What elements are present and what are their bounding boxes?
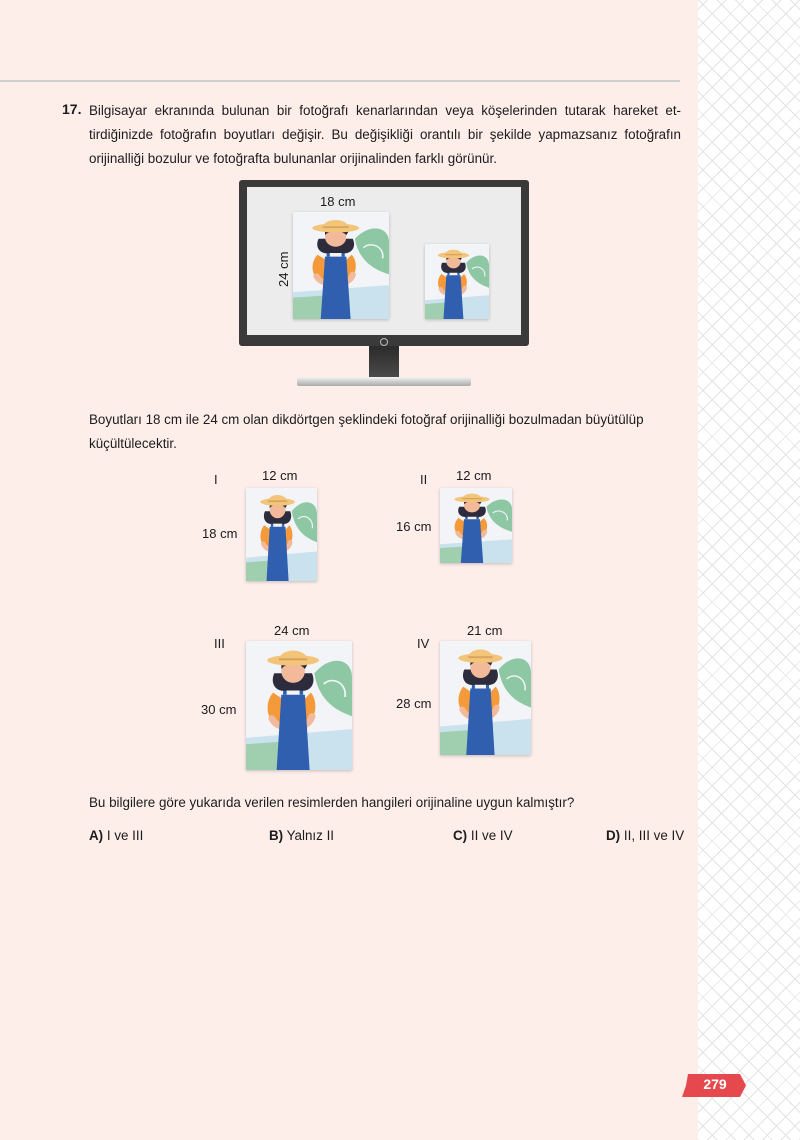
question-number: 17.	[62, 101, 82, 117]
power-icon	[380, 338, 388, 346]
photo-roman-iii: III	[214, 636, 225, 651]
photo-iii-height: 30 cm	[201, 702, 237, 717]
option-d-letter: D)	[606, 828, 621, 843]
option-a-text: I ve III	[106, 828, 144, 843]
photo-iii	[246, 641, 352, 770]
question-prompt: Bu bilgilere göre yukarıda verilen resimlerden hangileri orijinaline uygun kalmıştır?	[89, 795, 575, 810]
photo-roman-i: I	[214, 472, 218, 487]
option-b-letter: B)	[269, 828, 284, 843]
photo-ii	[440, 488, 512, 563]
photo-i-width: 12 cm	[262, 468, 298, 483]
option-c-text: II ve IV	[470, 828, 513, 843]
photo-ii-height: 16 cm	[396, 519, 432, 534]
photo-iv-width: 21 cm	[467, 623, 503, 638]
option-a-letter: A)	[89, 828, 104, 843]
photo-iv-height: 28 cm	[396, 696, 432, 711]
option-a[interactable]	[89, 828, 143, 843]
monitor-stand-base	[297, 377, 471, 386]
monitor-width-label: 18 cm	[320, 194, 356, 209]
photo-i-height: 18 cm	[202, 526, 238, 541]
photo-roman-iv: IV	[417, 636, 430, 651]
side-pattern	[698, 0, 800, 1140]
screen-photo-large	[293, 212, 389, 319]
option-d-text: II, III ve IV	[623, 828, 685, 843]
photo-i	[246, 488, 317, 581]
monitor-stand-neck	[369, 346, 399, 378]
photo-roman-ii: II	[420, 472, 428, 487]
monitor-height-label: 24 cm	[276, 251, 291, 287]
option-d[interactable]	[606, 828, 684, 843]
screen-photo-small	[425, 244, 489, 319]
option-c-letter: C)	[453, 828, 468, 843]
photo-iv	[440, 641, 531, 755]
option-b[interactable]	[269, 828, 334, 843]
page-number: 279	[703, 1076, 727, 1092]
photo-ii-width: 12 cm	[456, 468, 492, 483]
option-c[interactable]	[453, 828, 513, 843]
question-description: Boyutları 18 cm ile 24 cm olan dikdörtgen şeklindeki fotoğraf orijinalliği bozulmadan büyütülüp küçültülecektir.	[89, 412, 644, 451]
option-b-text: Yalnız II	[286, 828, 335, 843]
question-text: Bilgisayar ekranında bulunan bir fotoğrafı kenarlarından veya köşelerinden tutarak hareket et-tirdiğinizde fotoğrafın boyutları değişir. Bu değişikliği orantılı bir şekilde yapmazsanız fotoğrafın orijinalliği bozulur ve fotoğrafta bulunanlar orijinalinden farklı görünür.	[89, 103, 681, 166]
top-divider	[0, 80, 680, 82]
photo-iii-width: 24 cm	[274, 623, 310, 638]
